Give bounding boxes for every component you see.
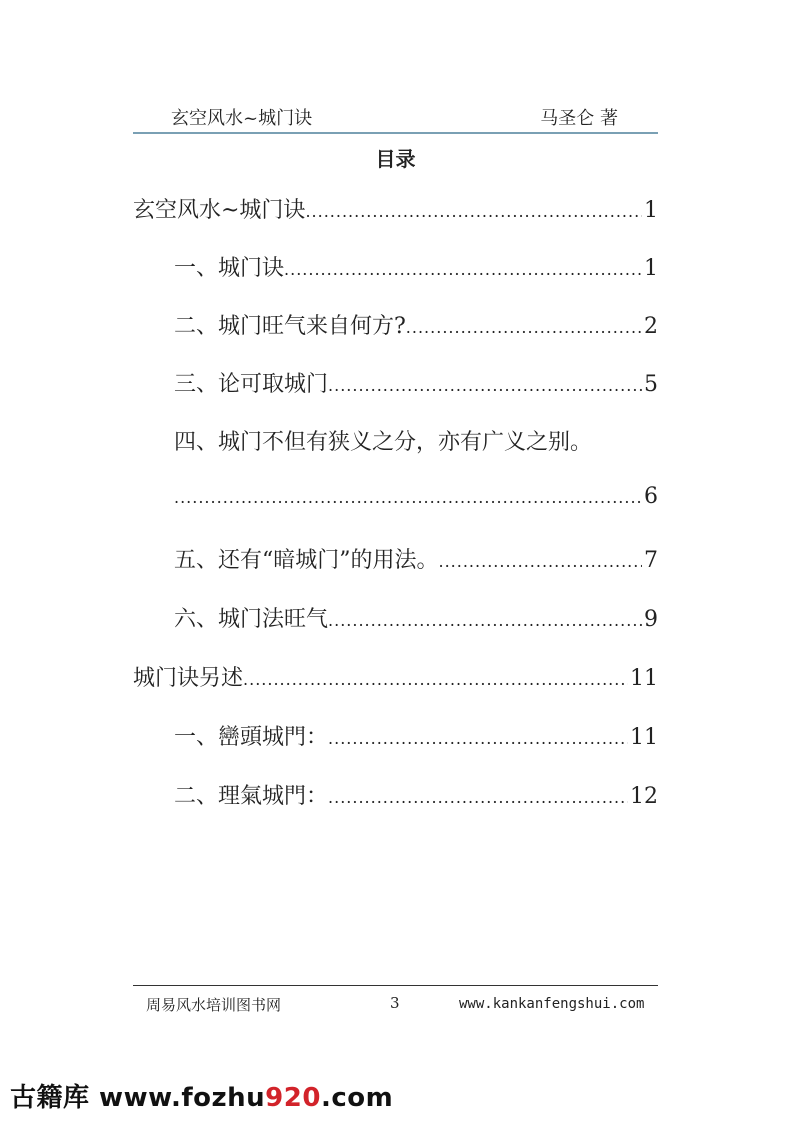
- toc-entry-page: 1: [644, 198, 658, 223]
- footer-site-name: 周易风水培训图书网: [146, 996, 282, 1014]
- toc-leader-dots: [439, 552, 643, 571]
- toc-entry-label: 玄空风水~城门诀: [133, 198, 306, 223]
- toc-entry-7[interactable]: [174, 602, 658, 636]
- page-header: [133, 104, 658, 134]
- toc-entry-4[interactable]: [174, 367, 658, 401]
- toc-entry-page: 2: [644, 314, 658, 339]
- toc-entry-label: 五、还有“暗城门”的用法。: [174, 548, 439, 573]
- toc-leader-dots: [328, 729, 628, 748]
- toc-entry-page: 7: [644, 548, 658, 573]
- toc-entry-9[interactable]: [174, 720, 658, 754]
- toc-entry-label: 三、论可取城门: [174, 372, 329, 397]
- toc-entry-label: 四、城门不但有狭义之分，亦有广义之别。: [174, 430, 593, 455]
- toc-entry-2[interactable]: [174, 251, 658, 285]
- footer-url-text: www.kankanfengshui.com: [459, 996, 645, 1012]
- header-author: 马圣仑 著: [540, 108, 618, 129]
- watermark-accent: 920: [265, 1083, 321, 1113]
- toc-leader-dots: [406, 318, 642, 337]
- watermark-prefix: 古籍库 www.fozhu: [10, 1083, 266, 1113]
- toc-entry-6[interactable]: [174, 543, 658, 577]
- toc-entry-3[interactable]: [174, 309, 658, 343]
- footer-page-number: 3: [390, 994, 400, 1012]
- toc-entry-8[interactable]: [133, 661, 658, 695]
- toc-entry-page: 6: [644, 484, 658, 509]
- toc-entry-page: 11: [630, 666, 658, 691]
- toc-leader-dots: [174, 488, 642, 507]
- toc-entry-label: 一、城门诀: [174, 256, 285, 281]
- toc-entry-label: 一、巒頭城門：: [174, 725, 329, 750]
- toc-entry-page: 1: [644, 256, 658, 281]
- toc-leader-dots: [243, 670, 628, 689]
- toc-leader-dots: [328, 611, 642, 630]
- toc-entry-label: 二、理氣城門：: [174, 784, 329, 809]
- toc-entry-label: 二、城门旺气来自何方?: [174, 314, 406, 339]
- watermark: [10, 1077, 393, 1114]
- header-book-title: 玄空风水~城门诀: [171, 108, 313, 129]
- footer-divider: [133, 985, 658, 986]
- toc-entry-page: 12: [630, 784, 658, 809]
- toc-leader-dots: [284, 260, 642, 279]
- toc-entry-page: 9: [644, 607, 658, 632]
- toc-entry-page: 5: [644, 372, 658, 397]
- toc-entry-10[interactable]: [174, 779, 658, 813]
- toc-entry-page: 11: [630, 725, 658, 750]
- toc-leader-dots: [328, 788, 628, 807]
- toc-leader-dots: [328, 376, 642, 395]
- toc-leader-dots: [305, 202, 642, 221]
- toc-title: 目录: [375, 147, 416, 171]
- toc-entry-5[interactable]: [174, 425, 658, 459]
- header-divider: [133, 132, 658, 134]
- toc-entry-1[interactable]: [133, 193, 658, 227]
- toc-entry-label: 六、城门法旺气: [174, 607, 329, 632]
- watermark-suffix: .com: [320, 1083, 394, 1113]
- toc-entry-label: 城门诀另述: [133, 666, 244, 691]
- toc-entry-5-continued[interactable]: [174, 484, 658, 518]
- footer-url[interactable]: [459, 994, 644, 1012]
